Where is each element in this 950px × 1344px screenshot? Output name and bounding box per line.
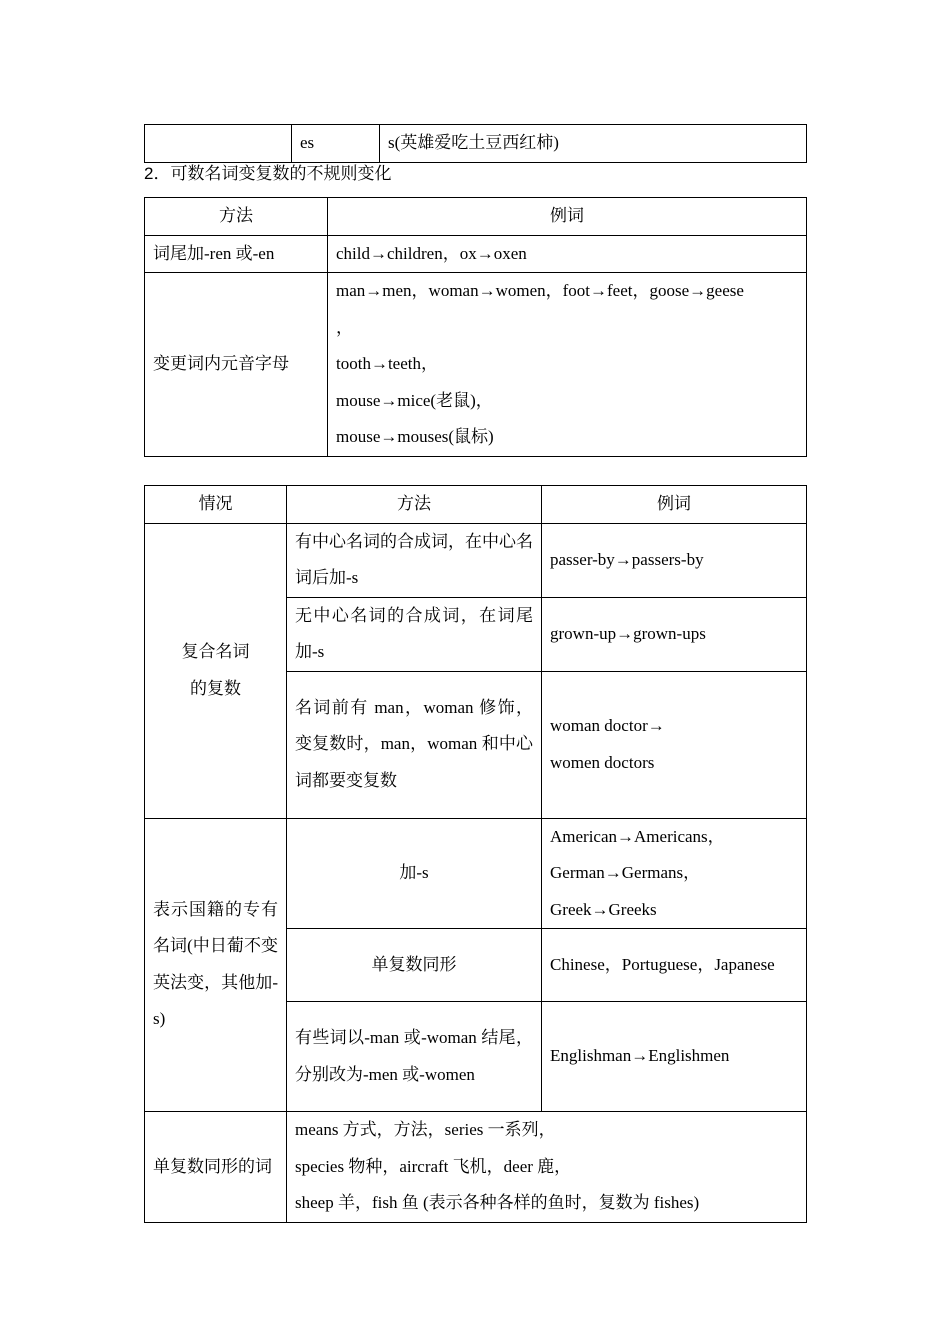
example-line: species 物种，aircraft 飞机，deer 鹿，: [295, 1156, 572, 1176]
example-line: American→Americans，: [550, 826, 725, 846]
situation-cell: 单复数同形的词: [145, 1112, 287, 1223]
example-line: man→men，woman→women，foot→feet，goose→geese: [336, 281, 744, 300]
example-line: woman doctor→: [550, 716, 665, 735]
example-cell: [542, 671, 807, 818]
situation-cell: 表示国籍的专有名词(中日葡不变英法变，其他加-s): [145, 818, 287, 1112]
example-line: mouse→mice(老鼠)，: [336, 390, 493, 410]
example-line: Greek→Greeks: [550, 899, 657, 919]
table-cell: s(英雄爱吃土豆西红柿): [380, 125, 807, 163]
header-cell-method: 方法: [287, 486, 542, 524]
situation-line: 复合名词: [181, 642, 250, 661]
table-row: [145, 235, 807, 273]
table-row: [145, 125, 807, 163]
table-row: [145, 818, 807, 929]
example-line: mouse→mouses(鼠标): [336, 427, 494, 446]
header-cell-example: 例词: [542, 486, 807, 524]
example-cell: passer-by→passers-by: [542, 523, 807, 597]
table-row: [145, 1112, 807, 1223]
example-line: tooth→teeth，: [336, 354, 438, 373]
example-cell: grown-up→grown-ups: [542, 597, 807, 671]
example-cell: [287, 1112, 807, 1223]
method-cell: 有中心名词的合成词，在中心名词后加-s: [287, 523, 542, 597]
example-cell: [328, 273, 807, 457]
method-cell: 有些词以-man 或-woman 结尾，分别改为-men 或-women: [287, 1002, 542, 1112]
example-line: ，: [336, 317, 353, 337]
method-cell: 单复数同形: [287, 929, 542, 1002]
method-cell: 加-s: [287, 818, 542, 929]
header-cell-example: 例词: [328, 198, 807, 236]
example-cell: Englishman→Englishmen: [542, 1002, 807, 1112]
example-cell: Chinese，Portuguese，Japanese: [542, 929, 807, 1002]
table-row: [145, 273, 807, 457]
header-cell-method: 方法: [145, 198, 328, 236]
method-cell: 名词前有 man，woman 修饰，变复数时，man，woman 和中心词都要变复数: [287, 671, 542, 818]
example-cell: [542, 818, 807, 929]
example-line: women doctors: [550, 752, 655, 772]
table-es-row: [144, 124, 807, 163]
table-row: [145, 523, 807, 597]
method-cell: 无中心名词的合成词，在词尾加-s: [287, 597, 542, 671]
example-cell: child→children，ox→oxen: [328, 235, 807, 273]
table-cell: [145, 125, 292, 163]
table-cell: es: [292, 125, 380, 163]
table-header-row: [145, 198, 807, 236]
irregular-plural-table: [144, 197, 807, 457]
method-cell: 变更词内元音字母: [145, 273, 328, 457]
situation-cell: [145, 523, 287, 818]
method-cell: 词尾加-ren 或-en: [145, 235, 328, 273]
compound-plural-table: [144, 485, 807, 1223]
header-cell-situation: 情况: [145, 486, 287, 524]
example-line: means 方式，方法，series 一系列，: [295, 1120, 556, 1139]
situation-line: 的复数: [190, 678, 241, 698]
example-line: sheep 羊，fish 鱼 (表示各种各样的鱼时，复数为 fishes): [295, 1193, 700, 1212]
example-line: German→Germans，: [550, 863, 701, 882]
section-heading: 2．可数名词变复数的不规则变化: [144, 164, 392, 183]
table-header-row: [145, 486, 807, 524]
